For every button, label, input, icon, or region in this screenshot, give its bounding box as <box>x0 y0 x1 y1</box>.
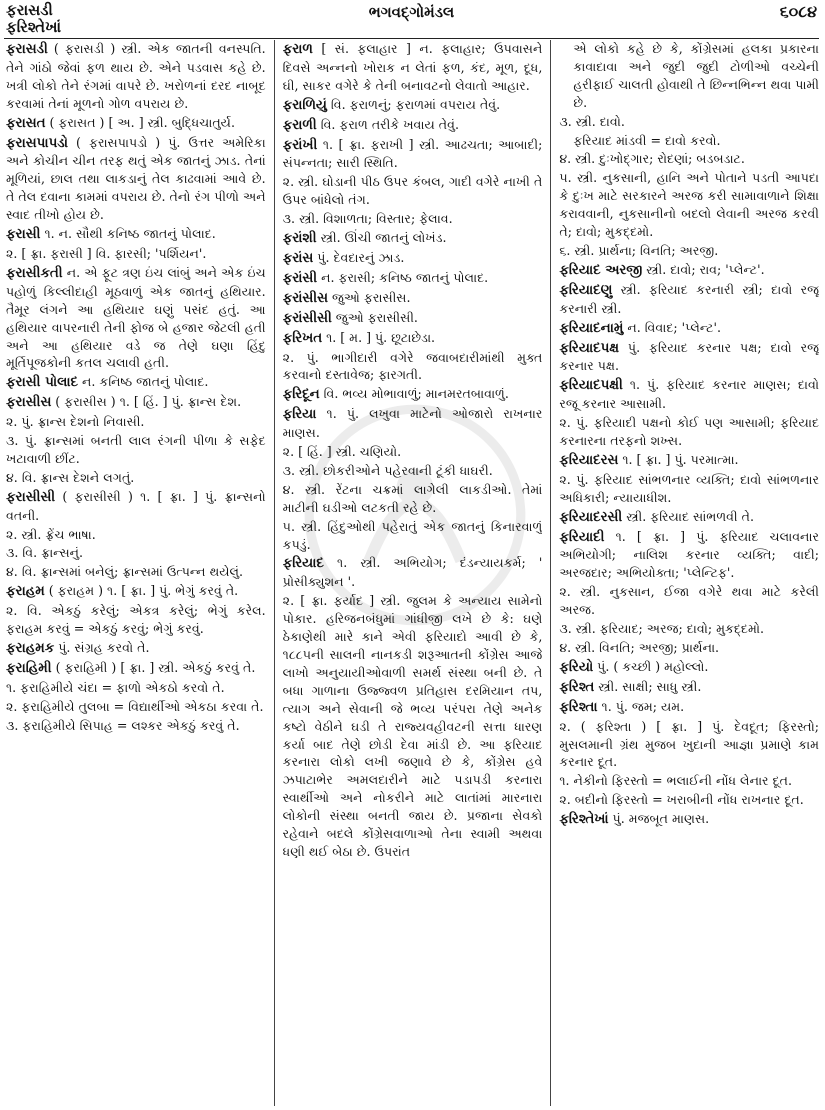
headword: ફરાહિમી <box>6 659 52 676</box>
headword: ફરિયાદ અરજી <box>559 261 643 278</box>
dictionary-entry: ૪. સ્ત્રી. વિનતિ; અરજી; પ્રાર્થના. <box>559 640 720 655</box>
dictionary-entry: ફરિયાદ ૧. સ્ત્રી. અભિયોગ; દંડન્યાયકર્મ; ' પ્રોસીક્યુશન '. <box>282 555 543 590</box>
dictionary-entry: ૨. [ ફ્રા. ફરાસી ] વિ. ફારસી; 'પર્શિયન'. <box>6 245 207 261</box>
headword: ફરિયો <box>559 658 594 675</box>
headword: ફરિશ્તેખાં <box>559 811 609 828</box>
headword: ફરિયાદણુ <box>559 281 613 298</box>
column-left <box>6 40 266 1106</box>
headword: ફરિયાદનામું <box>559 319 624 336</box>
last-guide-word: ફરિશ્તેખાં <box>6 18 62 36</box>
dictionary-entry: ફરિયાદનામું ન. વિવાદ; 'પ્લેન્ટ'. <box>559 319 721 336</box>
dictionary-entry: ફરિયાદપક્ષી ૧. પું. ફરિયાદ કરનાર માણસ; દાવો રજૂ કરનાર આસામી. <box>559 377 820 412</box>
entry-columns <box>6 40 819 1106</box>
headword: ફરિયાદપક્ષી <box>559 377 623 394</box>
headword: ફરિયાદી <box>559 528 605 545</box>
dictionary-entry: ફરાસીસ ( ફરાસીસ ) ૧. [ હિં. ] પું. ફ્રાન્સ દેશ. <box>6 394 242 411</box>
dictionary-entry: ફરિશ્તેખાં પું. મજબૂત માણસ. <box>559 811 710 828</box>
dictionary-entry: ફરિદૂન વિ. ભવ્ય મોભાવાળું; માનમરતબાવાળું. <box>282 386 509 403</box>
dictionary-entry: ૫. સ્ત્રી. હિંદુઓથી પહેરાતું એક જાતનું કિનારવાળું કપડું. <box>282 518 543 552</box>
dictionary-entry: ૨. પું. ફ્રાન્સ દેશનો નિવાસી. <box>6 414 145 430</box>
dictionary-entry: ફરિયાદપક્ષ પું. ફરિયાદ કરનાર પક્ષ; દાવો રજૂ કરનાર પક્ષ. <box>559 339 820 374</box>
dictionary-entry: ૧. નેકીનો ફિરસ્તો = ભલાઈની નોંધ લેનાર દૂત. <box>559 773 792 789</box>
running-head <box>4 2 819 38</box>
dictionary-entry: ફરાંસી ન. ફરાસી; કનિષ્ઠ જાતનું પોલાદ. <box>282 269 489 286</box>
dictionary-entry: ૨. વિ. એકઠું કરેલું; એકત્ર કરેલું; ભેગું કરેલ. ફરાહમ કરવું = એકઠું કરવું; ભેગું કરવું. <box>6 603 266 637</box>
column-middle <box>283 40 543 1106</box>
dictionary-entry: ફરાળિયું વિ. ફરાળનું; ફરાળમાં વપરાય તેવું. <box>282 96 501 113</box>
book-title: ભગવદ્ગોમંડલ <box>368 3 455 21</box>
headword: ફરિયાદરસ <box>559 451 619 468</box>
dictionary-entry: એ લોકો કહે છે કે, કોંગ્રેસમાં હલકા પ્રકારના કાવાદાવા અને જુદી જુદી ટોળીઓ વચ્ચેની હરીફાઈ ચાલતી હોવાથી તે છિન્નભિન્ન થવા પામી છે. <box>573 41 820 110</box>
dictionary-entry: ફરાળ [ સં. ફલાહાર ] ન. ફલાહાર; ઉપવાસને દિવસે અન્નનો ખોરાક ન લેતાં ફળ, કંદ, મૂળ, દૂધ, ઘી, સાકર વગેરે કે તેની બનાવટનો લેવાતો આહાર. <box>282 41 543 93</box>
headword: ફરાંસીસ <box>282 289 328 306</box>
dictionary-entry: ફરિયાદરસ ૧. [ ફ્રા. ] પું. પરમાત્મા. <box>559 451 739 468</box>
dictionary-entry: ૨. સ્ત્રી. નુકસાન, ઈજા વગેરે થવા માટે કરેલી અરજ. <box>559 584 820 618</box>
dictionary-entry: ૨. પું. ફરિયાદી પક્ષનો કોઈ પણ આસામી; ફરિયાદ કરનારના તરફનો શખ્સ. <box>559 415 820 449</box>
dictionary-entry: ૨. સ્ત્રી. ફ્રેંચ ભાષા. <box>6 526 96 542</box>
dictionary-entry: ૪. વિ. ફ્રાન્સ દેશને લગતું. <box>6 469 135 485</box>
dictionary-entry: ફરિશ્તા ૧. પું. જમ; યમ. <box>559 698 685 715</box>
dictionary-entry: ૨. ( ફરિશ્તા ) [ ફ્રા. ] પું. દેવદૂત; ફિરસ્તો; મુસલમાની ગ્રંથ મુજબ ખુદાની આજ્ઞા પ્રમાણે કામ કરનાર દૂત. <box>559 718 820 770</box>
dictionary-entry: ફરાળી વિ. ફરાળ તરીકે ખવાય તેવું. <box>282 116 459 133</box>
headword: ફરાંસ <box>282 249 314 266</box>
dictionary-entry: ૨. ફરાહિમીયે તુલબા = વિદ્યાર્થીઓ એકઠા કરવા તે. <box>6 698 264 714</box>
headword: ફરિદૂન <box>282 386 320 403</box>
dictionary-entry: ફરિખત ૧. [ મ. ] પું. છૂટાછેડા. <box>282 329 436 346</box>
dictionary-entry: ફરાસીકતી ન. એ ફૂટ ત્રણ ઇંચ લાંબું અને એક ઇંચ પહોળું કિલ્લીદાહી મૂઠવાળું એક જાતનું હથિયાર. તૈમૂર લંગને આ હથિયાર ઘણું પસંદ હતું. આ હથિયાર વાપરનારી તેની ફોજ બે હજાર જેટલી હતી અને આ હથિયાર વડે જ તેણે ઘણા હિંદુ મૂર્તિપૂજકોની કતલ ચલાવી હતી. <box>6 264 266 371</box>
headword: ફરાસી પોલાદ <box>6 374 79 391</box>
dictionary-entry: ફરાહમ ( ફરાહમ ) ૧. [ ફ્રા. ] પું. ભેગું કરવું તે. <box>6 583 239 600</box>
headword: ફરિયાદપક્ષ <box>559 339 619 356</box>
dictionary-entry: ફરિશ્ત સ્ત્રી. સાક્ષી; સાધુ સ્ત્રી. <box>559 678 702 695</box>
dictionary-entry: ૫. સ્ત્રી. નુકસાની, હાનિ અને પોતાને પડતી આપદા કે દુઃખ માટે સરકારને અરજ કરી સામાવાળાને શિક્ષા કરાવવાની, નુકસાનીનો બદલો લેવાની અરજ કરવી તે; દાવો; મુકદ્દમો. <box>559 170 820 240</box>
dictionary-entry: ૬. સ્ત્રી. પ્રાર્થના; વિનતિ; અરજી. <box>559 242 719 258</box>
headword: ફરિખત <box>282 329 323 346</box>
first-guide-word: ફરાસડી <box>6 1 53 19</box>
dictionary-entry: ફરાસી ૧. ન. સૌથી કનિષ્ઠ જાતનું પોલાદ. <box>6 226 216 243</box>
headword: ફરાહમ <box>6 583 45 600</box>
dictionary-entry: ૩. ફરાહિમીયે સિપાહ = લશ્કર એકઠું કરવું તે. <box>6 717 240 733</box>
headword: ફરાસપાપડો <box>6 134 68 151</box>
headword: ફરાંશી <box>282 230 317 247</box>
page-number: ૬૦૮૪ <box>779 2 817 21</box>
dictionary-entry: ૪. સ્ત્રી. દુઃખોદ્ગાર; રોદણાં; બડબડાટ. <box>559 151 745 167</box>
dictionary-entry: ૪. વિ. ફ્રાન્સમાં બનેલું; ફ્રાન્સમાં ઉત્પન્ન થયેલું. <box>6 564 244 580</box>
headword: ફરાંખી <box>282 136 318 153</box>
dictionary-entry: ૩. સ્ત્રી. ફરિયાદ; અરજ; દાવો; મુકદ્દમો. <box>559 621 765 637</box>
dictionary-entry: ફરિયાદી ૧. [ ફ્રા. ] પું. ફરિયાદ ચલાવનાર અભિયોગી; નાલિશ કરનાર વ્યક્તિ; વાદી; અરજદાર; અભિયોક્તા; 'પ્લેન્ટિફ'. <box>559 528 820 581</box>
headword: ફરિશ્તા <box>559 698 598 715</box>
dictionary-entry: ફરિયાદરસી સ્ત્રી. ફરિયાદ સાંભળવી તે. <box>559 508 754 525</box>
dictionary-entry: ૨. [ ફ્રા. ફર્યાદ ] સ્ત્રી. જુલમ કે અન્યાય સામેનો પોકાર. હરિજનબંધુમાં ગાંધીજી લખે છે કે: ઘણે ઠેકાણેથી મારે કાને એવી ફરિયાદો આવી છે કે, ૧૮૮૫ની સાલની નાનકડી શરૂઆતની કોંગ્રેસ આજે લાખો અનુયાયીઓવાળી સમર્થ સંસ્થા બની છે. તે બધા ગાળાના ઉજ્જ્વળ પ્રતિહાસ દરમિયાન તપ, ત્યાગ અને સેવાની જે ભવ્ય પરંપરા તેણે અનેક કષ્ટો વેઠીને ઘડી તે રાજ્યવહીવટની સત્તા ધારણ કર્યા બાદ તેણે છોડી દેવા માંડી છે. આ ફરિયાદ કરનારા લોકો લખી જણાવે છે કે, કોંગ્રેસ હવે ઝપાટાભેર અમલદારીને માટે પડાપડી કરનારા સ્વાર્થીઓ અને નોકરીને માટે લાતાંમાં મારનારા લોકોની સંસ્થા બનતી જાય છે. પ્રજાના સેવકો રહેવાને બદલે કોંગ્રેસવાળાઓ તેના સ્વામી અથવા ધણી થઈ બેઠા છે. ઉપરાંત <box>282 593 543 859</box>
dictionary-entry: ૧. ફરાહિમીયે ચંદા = ફાળો એકઠો કરવો તે. <box>6 679 225 695</box>
dictionary-entry: ફરાંસ પું. દેવદારનું ઝાડ. <box>282 249 405 266</box>
headword: ફરાસી <box>6 226 41 243</box>
dictionary-entry: ફરાહિમી ( ફરાહિમી ) [ ફ્રા. ] સ્ત્રી. એકઠું કરવું તે. <box>6 659 256 676</box>
column-divider <box>274 40 275 1106</box>
headword: ફરાહમક <box>6 640 55 656</box>
dictionary-entry: ફરાસીસી ( ફરાસીસી ) ૧. [ ફ્રા. ] પું. ફ્રાન્સનો વતની. <box>6 488 266 523</box>
dictionary-entry: ફરિયો પું. ( કચ્છી ) મહોલ્લો. <box>559 658 709 675</box>
dictionary-entry: ફરાસત ( ફરાસત ) [ અ. ] સ્ત્રી. બુદ્ધિચાતુર્ય. <box>6 114 235 131</box>
header-rule <box>4 38 819 39</box>
dictionary-entry: ૩. સ્ત્રી. વિશાળતા; વિસ્તાર; ફેલાવ. <box>282 211 453 227</box>
dictionary-entry: ફરાંસીસી જુઓ ફરાસીસી. <box>282 309 418 326</box>
dictionary-entry: ફરિયા ૧. પું. લખુવા માટેનો ઓજારો રાખનાર માણસ. <box>282 406 543 441</box>
headword: ફરિયાદ <box>282 555 324 572</box>
headword: ફરાંસી <box>282 269 318 286</box>
dictionary-entry: ૩. સ્ત્રી. છોકરીઓને પહેરવાની ટૂંકી ધાઘરી. <box>282 462 493 478</box>
dictionary-entry: ૩. પું. ફ્રાન્સમાં બનતી લાલ રંગની પીળા કે સફેદ ખટાવાળી છીંટ. <box>6 433 266 466</box>
column-divider <box>550 40 551 1106</box>
headword: ફરાળ <box>282 41 313 57</box>
dictionary-entry: ફરિયાદ માંડવી = દાવો કરવો. <box>573 132 721 148</box>
headword: ફરાંસીસી <box>282 309 332 326</box>
headword: ફરિયાદરસી <box>559 508 623 525</box>
headword: ફરાળી <box>282 116 317 133</box>
dictionary-entry: ફરાસપાપડો ( ફરાસપાપડો ) પું. ઉત્તર અમેરિકા અને કોચીન ચીન તરફ થતું એક જાતનું ઝાડ. તેનાં મૂળિયાં, છાલ તથા લાકડાનું તેલ કાઢવામાં આવે છે. તે તેલ દવાના કામમાં વપરાય છે. તેનો રંગ પીળો અને સ્વાદ તીખો હોય છે. <box>6 134 266 223</box>
dictionary-entry: ફરાંશી સ્ત્રી. ઊંચી જાતનું લોખંડ. <box>282 230 447 247</box>
headword: ફરાસીકતી <box>6 264 63 281</box>
dictionary-entry: ૩. સ્ત્રી. દાવો. <box>559 113 625 129</box>
dictionary-entry: ફરાંસીસ જુઓ ફરાસીસ. <box>282 289 411 306</box>
headword: ફરાસીસ <box>6 394 52 411</box>
dictionary-entry: ફરાંખી ૧. [ ફ્રા. ફરાખી ] સ્ત્રી. આઢચતા; આબાદી; સંપન્નતા; સારી સ્થિતિ. <box>282 136 543 171</box>
dictionary-entry: ફરિયાદ અરજી સ્ત્રી. દાવો; રાવ; 'પ્લેન્ટ'. <box>559 261 765 278</box>
dictionary-entry: ૪. સ્ત્રી. રેંટના ચક્રમાં લાગેલી લાકડીઓ. તેમાં માટીની ઘડીઓ લટકતી રહે છે. <box>282 481 543 515</box>
headword: ફરિશ્ત <box>559 678 595 695</box>
dictionary-entry: ફરાસડી ( ફરાસડી ) સ્ત્રી. એક જાતની વનસ્પતિ. તેને ગાંઠો જેવાં ફળ થાય છે. એને પડવાસ કહે છે. ખત્રી લોકો તેને રંગમાં વાપરે છે. ખરોળનાં દરદ નાબૂદ કરવામાં તેનાં મૂળનો ગોળ વપરાય છે. <box>6 41 266 111</box>
headword: ફરાળિયું <box>282 96 327 113</box>
dictionary-entry: ૨. પું. ભાગીદારી વગેરે જવાબદારીમાંથી મુક્ત કરવાનો દસ્તાવેજ; ફારગતી. <box>282 349 543 383</box>
dictionary-entry: ફરાસી પોલાદ ન. કનિષ્ઠ જાતનું પોલાદ. <box>6 374 209 391</box>
dictionary-entry: ૩. વિ. ફ્રાન્સનું. <box>6 545 84 561</box>
headword: ફરાસીસી <box>6 488 56 505</box>
column-right <box>559 40 819 1106</box>
headword: ફરિયા <box>282 406 317 423</box>
headword: ફરાસત <box>6 114 46 131</box>
dictionary-entry: ૨. પું. ફરિયાદ સાંભળનાર વ્યક્તિ; દાવો સાંભળનાર અધિકારી; ન્યાયાધીશ. <box>559 471 820 505</box>
headword: ફરાસડી <box>6 41 48 57</box>
dictionary-entry: ફરિયાદણુ સ્ત્રી. ફરિયાદ કરનારી સ્ત્રી; દાવો રજૂ કરનારી સ્ત્રી. <box>559 281 820 316</box>
dictionary-entry: ૨. [ હિં. ] સ્ત્રી. ચણિયો. <box>282 444 402 460</box>
dictionary-entry: ફરાહમક પું. સંગ્રહ કરવો તે. <box>6 640 150 656</box>
dictionary-entry: ૨. સ્ત્રી. ઘોડાની પીઠ ઉપર કંબલ, ગાદી વગેરે નાખી તે ઉપર બાંધેલો તંગ. <box>282 174 543 208</box>
dictionary-entry: ૨. બદીનો ફિરસ્તો = ખરાબીની નોંધ રાખનાર દૂત. <box>559 792 804 808</box>
